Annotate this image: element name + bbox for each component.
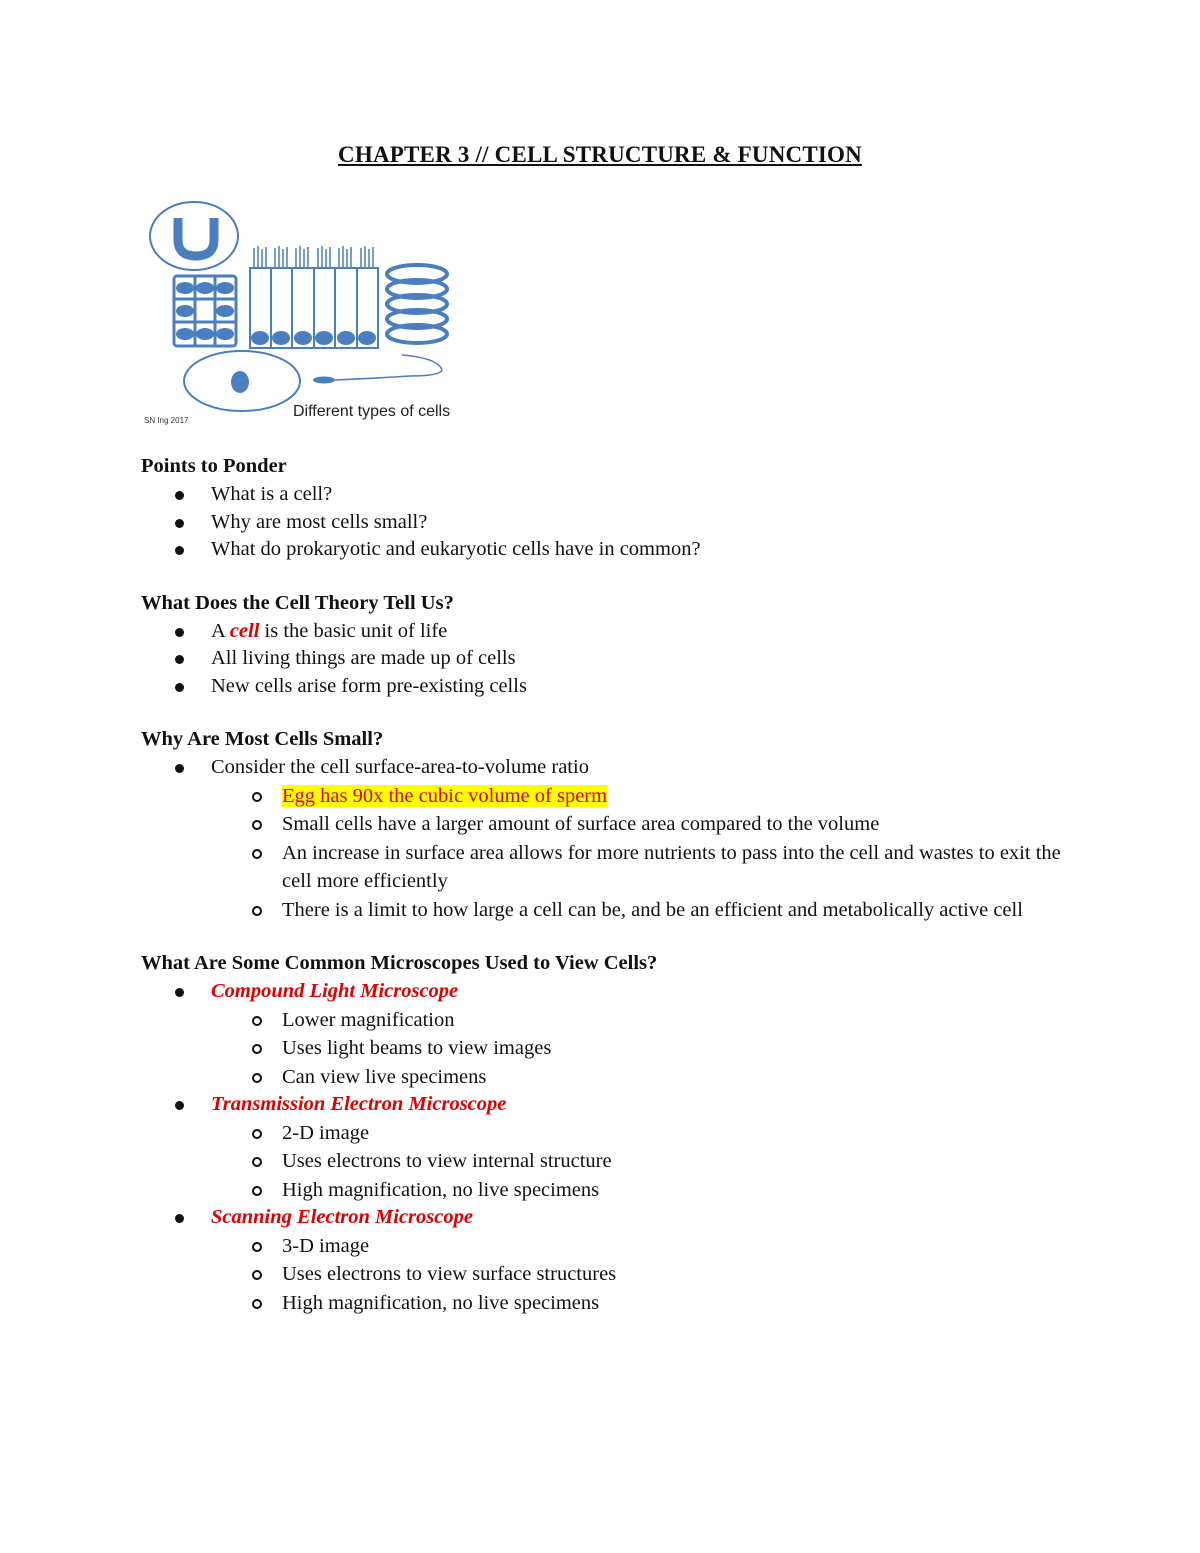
item-text: An increase in surface area allows for more nutrients to pass into the cell and wastes to exit the cell more efficiently [282,841,1061,892]
sub-list-item [141,839,1061,896]
sub-list-item [141,782,1061,811]
list-item [141,618,1061,646]
sub-list-item [141,1119,1061,1148]
heading-points-to-ponder: Points to Ponder [141,455,287,477]
circle-bullet-icon [252,1073,262,1083]
bullet-icon [175,519,184,528]
circle-bullet-icon [252,906,262,916]
cell-types-figure [140,198,485,433]
microscope-name: Compound Light Microscope [211,980,459,1002]
key-term: cell [229,619,260,642]
list-item [141,673,1061,701]
item-text: What do prokaryotic and eukaryotic cells have in common? [211,538,701,560]
circle-bullet-icon [252,1157,262,1167]
item-text: New cells arise form pre-existing cells [211,674,527,697]
cell-theory-list [141,618,1061,701]
sub-list-item [141,810,1061,839]
document-body [141,452,1061,1317]
bullet-icon [175,764,184,773]
item-text: Consider the cell surface-area-to-volume ratio [211,756,589,778]
list-item [141,1091,1061,1119]
item-text: 2-D image [282,1121,370,1144]
bullet-icon [175,655,184,664]
highlighted-text: Egg has 90x the cubic volume of sperm [282,784,608,807]
item-text: Small cells have a larger amount of surface area compared to the volume [282,813,880,835]
circle-bullet-icon [252,820,262,830]
sub-list-item [141,1063,1061,1092]
list-item [141,481,1061,509]
circle-bullet-icon [252,1186,262,1196]
item-text: Can view live specimens [282,1065,487,1088]
sub-list-item [141,1260,1061,1289]
list-item [141,978,1061,1006]
sub-list-item [141,1289,1061,1318]
circle-bullet-icon [252,1242,262,1252]
item-text: Lower magnification [282,1008,455,1031]
item-text: High magnification, no live specimens [282,1178,600,1201]
item-text: Uses light beams to view images [282,1037,552,1059]
sub-list-item [141,1232,1061,1261]
page-title: CHAPTER 3 // CELL STRUCTURE & FUNCTION [338,142,862,167]
item-text: 3-D image [282,1234,370,1257]
bullet-icon [175,683,184,692]
figure-caption: Different types of cells [293,403,451,420]
item-text: Uses electrons to view internal structure [282,1150,612,1172]
heading-microscopes: What Are Some Common Microscopes Used to View Cells? [141,952,658,974]
item-text: Uses electrons to view surface structures [282,1263,617,1285]
cell-types-illustration [140,198,485,433]
list-item [141,754,1061,782]
microscope-name: Scanning Electron Microscope [211,1206,473,1228]
figure-credit: SN Ing 2017 [144,416,189,425]
bullet-icon [175,988,184,997]
sub-list-item [141,896,1061,925]
item-text: What is a cell? [211,483,333,505]
circle-bullet-icon [252,792,262,802]
list-item [141,509,1061,537]
circle-bullet-icon [252,1129,262,1139]
circle-bullet-icon [252,1044,262,1054]
cells-small-list [141,754,1061,924]
heading-cells-small: Why Are Most Cells Small? [141,728,384,750]
list-item [141,536,1061,564]
circle-bullet-icon [252,1299,262,1309]
bullet-icon [175,1101,184,1110]
ponder-list [141,481,1061,564]
sub-list-item [141,1034,1061,1063]
bullet-icon [175,491,184,500]
item-text: There is a limit to how large a cell can be, and be an efficient and metabolically active cell [282,898,1023,921]
list-item [141,1204,1061,1232]
sub-list-item [141,1147,1061,1176]
item-text: Why are most cells small? [211,510,428,533]
sub-list-item [141,1176,1061,1205]
item-text: High magnification, no live specimens [282,1291,600,1314]
microscope-name: Transmission Electron Microscope [211,1093,507,1115]
sub-list-item [141,1006,1061,1035]
circle-bullet-icon [252,1016,262,1026]
list-item [141,645,1061,673]
item-text: is the basic unit of life [259,619,448,642]
circle-bullet-icon [252,1270,262,1280]
heading-cell-theory: What Does the Cell Theory Tell Us? [141,591,454,614]
bullet-icon [175,628,184,637]
item-text: A [211,619,230,642]
microscopes-list [141,978,1061,1317]
bullet-icon [175,1214,184,1223]
bullet-icon [175,546,184,555]
circle-bullet-icon [252,849,262,859]
item-text: All living things are made up of cells [211,647,516,669]
